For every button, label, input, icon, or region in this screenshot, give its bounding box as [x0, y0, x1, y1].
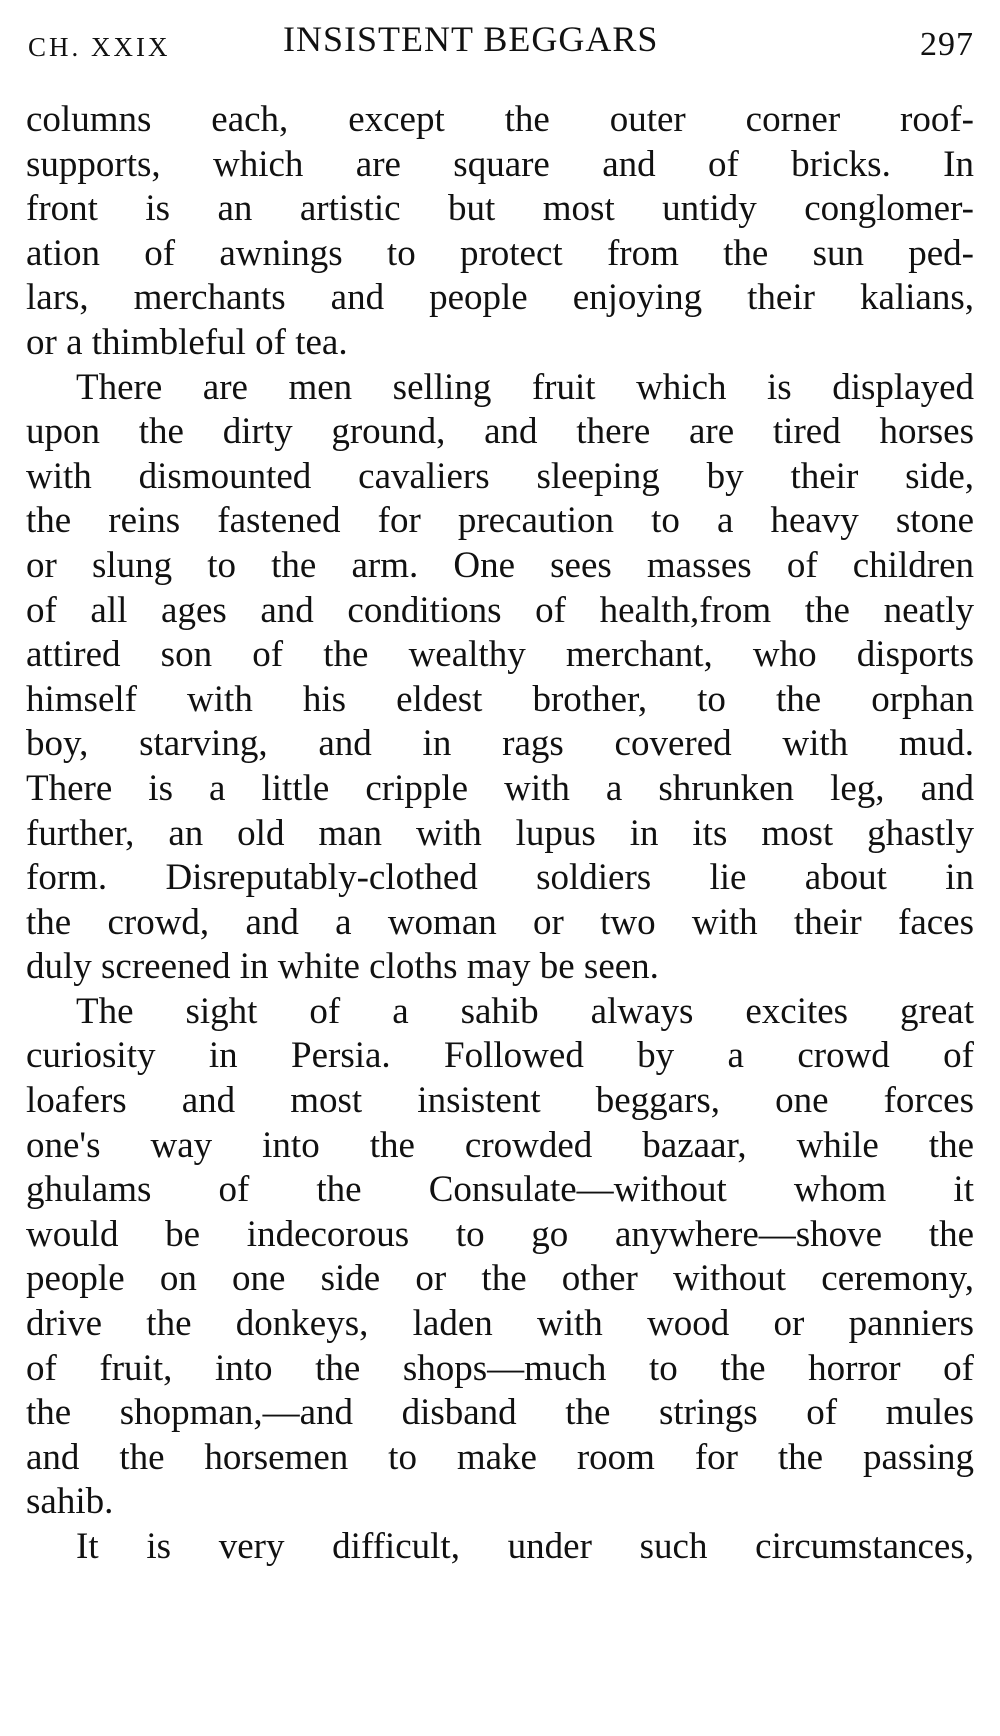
- text-line: or a thimbleful of tea.: [26, 321, 348, 363]
- text-line: of fruit, into the shops—much to the horror of: [26, 1347, 974, 1389]
- text-line: people on one side or the other without ceremony,: [26, 1258, 974, 1300]
- text-line: further, an old man with lupus in its most ghastly: [26, 812, 974, 854]
- text-line: and the horsemen to make room for the passing: [26, 1436, 974, 1478]
- paragraph: [26, 366, 974, 990]
- text-line: ation of awnings to protect from the sun ped-: [26, 232, 974, 274]
- text-line: the shopman,—and disband the strings of mules: [26, 1392, 974, 1434]
- text-line: There are men selling fruit which is displayed: [76, 366, 974, 408]
- text-line: the crowd, and a woman or two with their faces: [26, 901, 974, 943]
- text-line: drive the donkeys, laden with wood or panniers: [26, 1303, 974, 1345]
- text-line: would be indecorous to go anywhere—shove the: [26, 1213, 974, 1255]
- chapter-label: CH. XXIX: [28, 32, 171, 62]
- running-header: [28, 18, 974, 68]
- text-line: The sight of a sahib always excites great: [76, 990, 974, 1032]
- text-line: form. Disreputably-clothed soldiers lie about in: [26, 857, 974, 899]
- text-line: or slung to the arm. One sees masses of children: [26, 544, 974, 586]
- text-line: upon the dirty ground, and there are tired horses: [26, 411, 974, 453]
- text-line: boy, starving, and in rags covered with mud.: [26, 723, 974, 765]
- text-line: one's way into the crowded bazaar, while the: [26, 1124, 974, 1166]
- body-text: [26, 98, 974, 1570]
- paragraph: [26, 990, 974, 1525]
- text-line: sahib.: [26, 1481, 114, 1523]
- text-line: It is very difficult, under such circumstances,: [76, 1526, 974, 1567]
- text-line: columns each, except the outer corner roof-: [26, 99, 974, 140]
- paragraph: [26, 1525, 974, 1570]
- text-line: front is an artistic but most untidy conglomer-: [26, 188, 974, 230]
- text-line: himself with his eldest brother, to the orphan: [26, 678, 974, 720]
- text-line: loafers and most insistent beggars, one forces: [26, 1080, 974, 1122]
- text-line: supports, which are square and of bricks. In: [26, 143, 974, 185]
- paragraph: [26, 98, 974, 366]
- text-line: There is a little cripple with a shrunken leg, and: [26, 767, 974, 809]
- text-line: ghulams of the Consulate—without whom it: [26, 1169, 974, 1211]
- running-title: INSISTENT BEGGARS: [283, 19, 659, 59]
- text-line: duly screened in white cloths may be seen.: [26, 946, 659, 988]
- text-line: lars, merchants and people enjoying their kalians,: [26, 277, 974, 319]
- text-line: attired son of the wealthy merchant, who disports: [26, 634, 974, 676]
- text-line: the reins fastened for precaution to a heavy stone: [26, 500, 974, 542]
- text-line: curiosity in Persia. Followed by a crowd of: [26, 1035, 974, 1077]
- text-line: with dismounted cavaliers sleeping by their side,: [26, 455, 974, 497]
- page-number: 297: [920, 26, 974, 63]
- text-line: of all ages and conditions of health,from the neatly: [26, 589, 974, 631]
